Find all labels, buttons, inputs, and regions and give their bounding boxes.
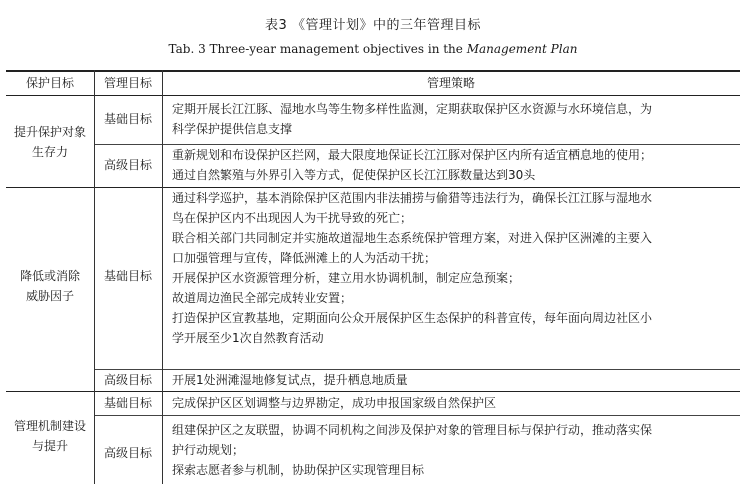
- strategy-line: 护行动规划；: [172, 443, 245, 457]
- protection-goal-line: 威胁因子: [25, 289, 74, 303]
- protection-goal-cell: [6, 416, 94, 456]
- protection-goal-line: 提升保护对象: [13, 125, 86, 139]
- management-level-cell: 高级目标: [103, 446, 152, 460]
- management-level-cell: 基础目标: [103, 396, 152, 410]
- strategy-line: 故道周边渔民全部完成转业安置；: [172, 291, 353, 305]
- strategy-line: 探索志愿者参与机制，协助保护区实现管理目标: [172, 463, 425, 477]
- strategy-cell: [172, 145, 738, 185]
- col-divider-2: [162, 70, 163, 484]
- protection-goal-line: 生存力: [31, 145, 68, 159]
- group2-bottom-rule: [6, 391, 740, 392]
- protection-goal-line: 降低或消除: [19, 269, 80, 283]
- management-level-cell: 高级目标: [103, 158, 152, 172]
- strategy-cell: [172, 370, 738, 390]
- management-level-cell: 高级目标: [103, 373, 152, 387]
- protection-goal-line: 管理机制建设: [13, 419, 86, 433]
- strategy-cell: [172, 188, 738, 348]
- strategy-line: 定期开展长江江豚、湿地水鸟等生物多样性监测，定期获取保护区水资源与水环境信息，为: [172, 102, 653, 116]
- strategy-line: 通过自然繁殖与外界引入等方式，促使保护区长江江豚数量达到30头: [172, 168, 536, 182]
- strategy-cell: [172, 99, 738, 139]
- table-top-rule: [6, 70, 740, 72]
- strategy-line: 鸟在保护区内不出现因人为干扰导致的死亡；: [172, 211, 413, 225]
- management-level-cell: 基础目标: [103, 269, 152, 283]
- strategy-cell: [172, 420, 738, 480]
- strategy-line: 科学保护提供信息支撑: [172, 122, 293, 136]
- strategy-line: 学开展至少1次自然教育活动: [172, 331, 324, 345]
- strategy-line: 组建保护区之友联盟，协调不同机构之间涉及保护对象的管理目标与保护行动，推动落实保: [172, 423, 653, 437]
- strategy-cell: [172, 393, 738, 413]
- strategy-line: 开展1处洲滩湿地修复试点，提升栖息地质量: [172, 373, 408, 387]
- management-level-cell: 基础目标: [103, 112, 152, 126]
- strategy-line: 口加强管理与宣传，降低洲滩上的人为活动干扰；: [172, 251, 437, 265]
- caption-en-text: Tab. 3 Three-year management objectives in the: [168, 42, 467, 56]
- protection-goal-line: 与提升: [31, 439, 68, 453]
- strategy-line: 通过科学巡护，基本消除保护区范围内非法捕捞与偷猎等违法行为，确保长江江豚与湿地水: [172, 191, 653, 205]
- strategy-line: 开展保护区水资源管理分析，建立用水协调机制，制定应急预案；: [172, 271, 521, 285]
- protection-goal-cell: [6, 266, 94, 306]
- header-management-goal: 管理目标: [103, 76, 152, 90]
- table-caption-zh: 表3 《管理计划》中的三年管理目标: [265, 18, 481, 33]
- strategy-line: 重新规划和布设保护区拦网，最大限度地保证长江江豚对保护区内所有适宜栖息地的使用；: [172, 148, 653, 162]
- table-caption-en: [0, 42, 746, 56]
- strategy-line: 联合相关部门共同制定并实施故道湿地生态系统保护管理方案，对进入保护区洲滩的主要入: [172, 231, 653, 245]
- row-divider: [94, 415, 740, 416]
- strategy-line: 完成保护区区划调整与边界勘定，成功申报国家级自然保护区: [172, 396, 497, 410]
- header-protection-goal: 保护目标: [25, 76, 74, 90]
- header-bottom-rule: [6, 95, 740, 96]
- protection-goal-cell: [6, 122, 94, 162]
- caption-en-italic: Management Plan: [466, 42, 578, 56]
- header-strategy: 管理策略: [426, 76, 475, 90]
- strategy-line: 打造保护区宣教基地，定期面向公众开展保护区生态保护的科普宣传，每年面向周边社区小: [172, 311, 653, 325]
